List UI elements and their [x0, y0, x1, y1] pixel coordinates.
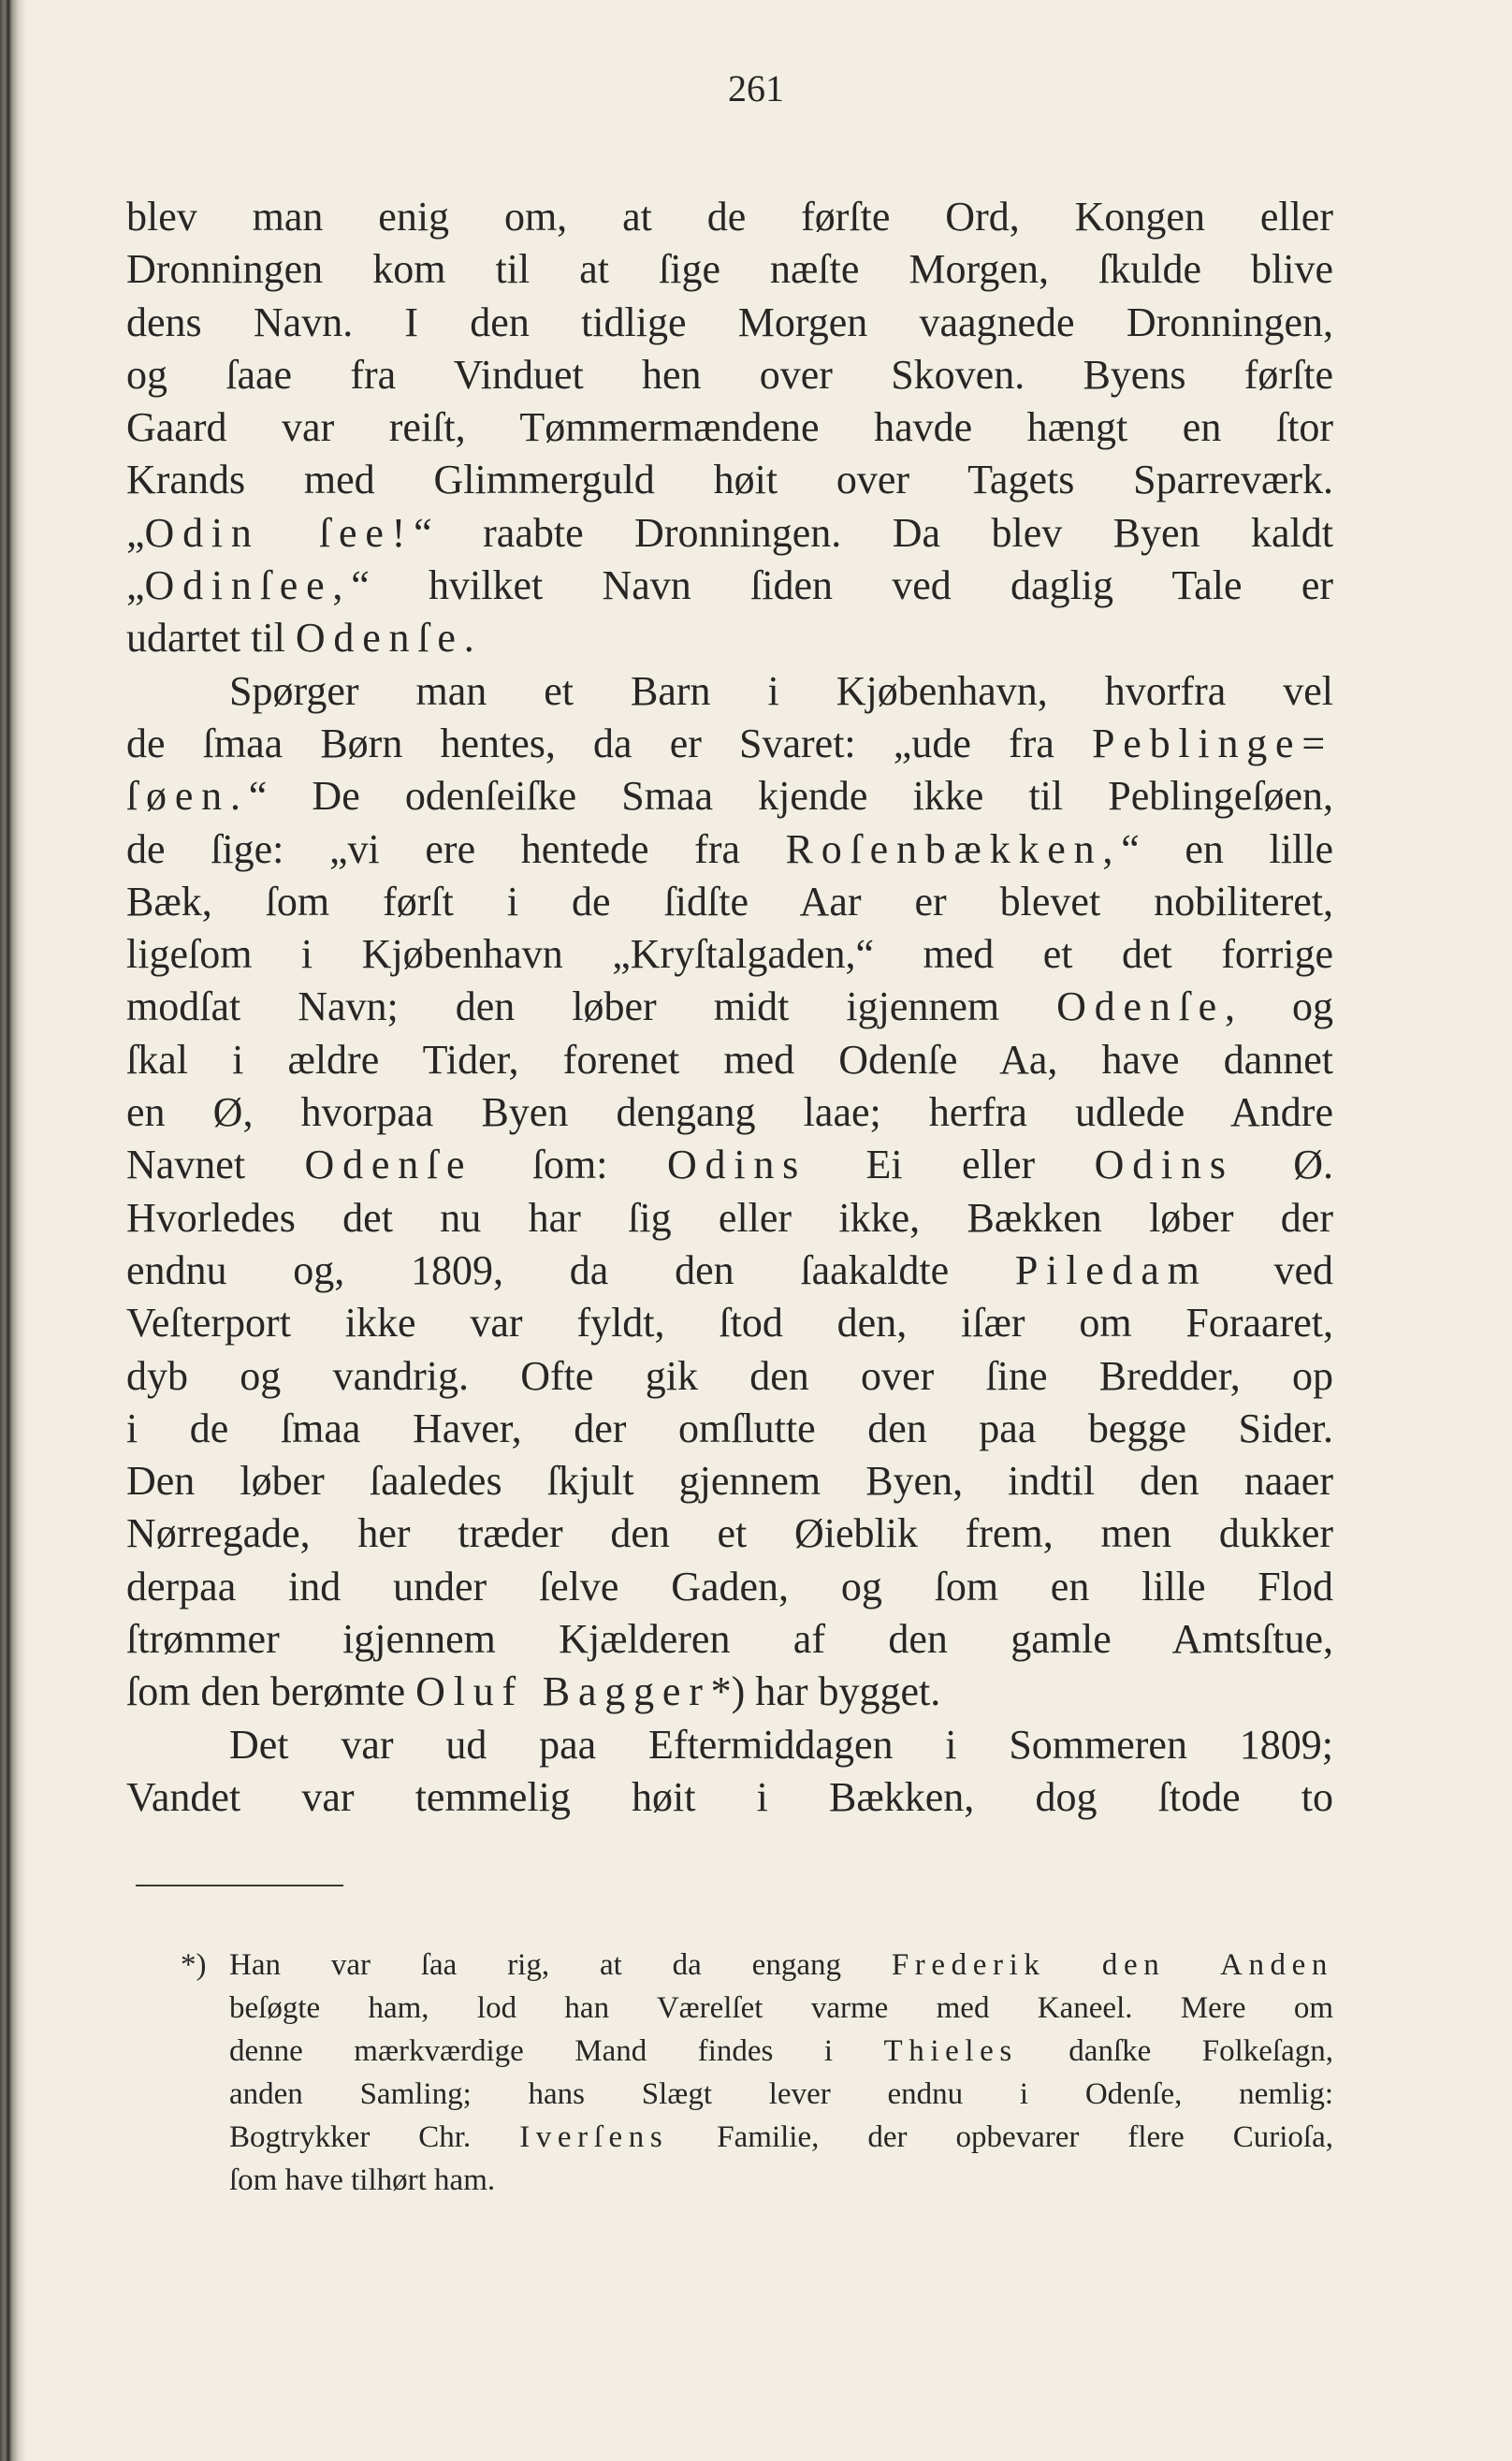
- text-line: [126, 1034, 1333, 1086]
- text-segment: Veſterport ikke var fyldt, ſtod den, iſær om Foraaret,: [126, 1300, 1333, 1347]
- text-line: [126, 1455, 1333, 1507]
- text-segment: ſtrømmer igjennem Kjælderen af den gamle Amtsſtue,: [126, 1616, 1333, 1663]
- page-number: 261: [728, 67, 784, 109]
- text-line: [126, 1719, 1333, 1771]
- text-line: [126, 349, 1333, 401]
- text-segment: “ De odenſeiſke Smaa kjende ikke til Peblingeſøen,: [248, 773, 1333, 820]
- text-segment: Nørregade, her træder den et Øieblik frem, men dukker: [126, 1510, 1333, 1557]
- text-segment: blev man enig om, at de førſte Ord, Kongen eller: [126, 194, 1333, 240]
- text-segment: Familie, der opbevarer flere Curioſa,: [668, 2120, 1333, 2154]
- text-line: [126, 612, 1333, 664]
- text-line: [229, 1944, 1333, 1987]
- text-segment: danſke Folkeſagn,: [1017, 2034, 1333, 2068]
- spaced-emphasis: Odins: [1094, 1142, 1234, 1188]
- text-line: [126, 876, 1333, 928]
- text-segment: og ſaae fra Vinduet hen over Skoven. Byens førſte: [126, 351, 1333, 398]
- spaced-emphasis: Roſenbækken,: [785, 825, 1122, 872]
- text-segment: Spørger man et Barn i Kjøbenhavn, hvorfra vel: [229, 667, 1333, 714]
- footnote-marker: *): [181, 1948, 207, 1982]
- text-line: [126, 1245, 1333, 1297]
- text-segment: Hvorledes det nu har ſig eller ikke, Bækken løber der: [126, 1194, 1333, 1241]
- paragraph: [126, 665, 1333, 1719]
- text-segment: Ei eller: [807, 1142, 1095, 1188]
- spaced-emphasis: Peblinge=: [1092, 720, 1333, 766]
- text-line: [229, 2116, 1333, 2159]
- text-segment: beſøgte ham, lod han Værelſet varme med Kaneel. Mere om: [229, 1991, 1333, 2025]
- paragraph: [126, 191, 1333, 665]
- text-segment: Krands med Glimmerguld høit over Tagets Sparreværk.: [126, 457, 1333, 503]
- text-segment: , og: [1225, 983, 1333, 1030]
- text-line: [229, 2030, 1333, 2073]
- text-line: [126, 297, 1333, 349]
- text-segment: modſat Navn; den løber midt igjennem: [126, 983, 1057, 1030]
- text-segment: endnu og, 1809, da den ſaakaldte: [126, 1246, 1015, 1293]
- spaced-emphasis: Odenſe.: [295, 615, 483, 662]
- spaced-emphasis: Thieles: [883, 2034, 1018, 2068]
- text-segment: “ hvilket Navn ſiden ved daglig Tale er: [351, 562, 1333, 609]
- text-segment: denne mærkværdige Mand findes i: [229, 2034, 884, 2068]
- text-segment: Navnet: [126, 1142, 305, 1188]
- text-line: [126, 1086, 1333, 1139]
- text-segment: Vandet var temmelig høit i Bækken, dog ſtode to: [126, 1773, 1333, 1820]
- text-line: [229, 1987, 1333, 2030]
- text-segment: i de ſmaa Haver, der omſlutte den paa begge Sider.: [126, 1405, 1333, 1451]
- text-segment: Den løber ſaaledes ſkjult gjennem Byen, indtil den naaer: [126, 1458, 1333, 1505]
- text-line: [126, 928, 1333, 981]
- text-segment: Bæk, ſom førſt i de ſidſte Aar er blevet nobiliteret,: [126, 878, 1333, 925]
- text-line: [229, 2073, 1333, 2116]
- spaced-emphasis: ſøen.: [126, 773, 249, 820]
- text-line: [126, 1403, 1333, 1455]
- text-line: [126, 1613, 1333, 1666]
- text-segment: anden Samling; hans Slægt lever endnu i Odenſe, nemlig:: [229, 2077, 1333, 2111]
- spaced-emphasis: Odenſe: [304, 1142, 473, 1188]
- text-segment: Dronningen kom til at ſige næſte Morgen, ſkulde blive: [126, 246, 1333, 293]
- text-segment: Gaard var reiſt, Tømmermændene havde hængt en ſtor: [126, 404, 1333, 451]
- text-segment: ligeſom i Kjøbenhavn „Kryſtalgaden,“ med et det forrige: [126, 931, 1333, 978]
- text-line: [126, 560, 1333, 612]
- text-segment: de ſmaa Børn hentes, da er Svaret: „ude fra: [126, 720, 1092, 766]
- text-segment: dyb og vandrig. Ofte gik den over ſine Bredder, op: [126, 1352, 1333, 1399]
- spaced-emphasis: Odin ſee!: [144, 509, 414, 556]
- text-segment: Bogtrykker Chr.: [229, 2120, 520, 2154]
- text-line: [126, 1771, 1333, 1824]
- text-segment: ſkal i ældre Tider, forenet med Odenſe Aa, have dannet: [126, 1036, 1333, 1083]
- text-segment: ved: [1207, 1246, 1333, 1293]
- paragraph: [126, 1719, 1333, 1825]
- text-line: [229, 2159, 1333, 2202]
- text-line: [126, 454, 1333, 506]
- text-segment: ſom den berømte: [126, 1668, 416, 1715]
- footnote-text: [229, 1944, 1333, 2202]
- text-segment: “ raabte Dronningen. Da blev Byen kaldt: [414, 509, 1333, 556]
- spaced-emphasis: Iverſens: [519, 2120, 669, 2154]
- text-line: [126, 507, 1333, 560]
- text-segment: Det var ud paa Eftermiddagen i Sommeren 1809;: [229, 1721, 1333, 1768]
- text-line: [126, 401, 1333, 454]
- text-line: [126, 1192, 1333, 1245]
- text-line: [126, 823, 1333, 876]
- spaced-emphasis: Odins: [666, 1142, 807, 1188]
- text-segment: udartet til: [126, 615, 296, 662]
- text-segment: *) har bygget.: [710, 1668, 941, 1715]
- scan-gutter-edge: [0, 0, 26, 2461]
- text-line: [126, 1350, 1333, 1403]
- text-segment: derpaa ind under ſelve Gaden, og ſom en lille Flod: [126, 1563, 1333, 1609]
- text-line: [126, 1507, 1333, 1560]
- text-segment: “ en lille: [1121, 825, 1333, 872]
- text-line: [126, 1666, 1333, 1718]
- text-segment: en Ø, hvorpaa Byen dengang laae; herfra udlede Andre: [126, 1089, 1333, 1136]
- spaced-emphasis: Oluf Bagger: [415, 1668, 711, 1715]
- text-line: [126, 1561, 1333, 1613]
- text-line: [126, 243, 1333, 296]
- text-segment: „: [126, 509, 145, 556]
- text-segment: „: [126, 562, 145, 609]
- footnote-separator: [136, 1885, 343, 1886]
- text-line: [126, 191, 1333, 243]
- spaced-emphasis: Frederik den Anden: [891, 1948, 1333, 1982]
- spaced-emphasis: Odenſe: [1056, 983, 1225, 1030]
- text-line: [126, 665, 1333, 718]
- text-line: [126, 1297, 1333, 1349]
- text-line: [126, 1139, 1333, 1191]
- text-line: [126, 770, 1333, 823]
- text-segment: Han var ſaa rig, at da engang: [229, 1948, 892, 1982]
- spaced-emphasis: Piledam: [1014, 1246, 1208, 1293]
- text-segment: dens Navn. I den tidlige Morgen vaagnede Dronningen,: [126, 299, 1333, 345]
- text-segment: de ſige: „vi ere hentede fra: [126, 825, 786, 872]
- spaced-emphasis: Odinſee,: [144, 562, 352, 609]
- text-line: [126, 718, 1333, 770]
- main-text: [126, 191, 1333, 1824]
- text-segment: Ø.: [1233, 1142, 1333, 1188]
- text-segment: ſom have tilhørt ham.: [229, 2163, 496, 2197]
- text-segment: ſom:: [472, 1142, 667, 1188]
- footnote: [181, 1944, 1333, 2202]
- text-line: [126, 981, 1333, 1033]
